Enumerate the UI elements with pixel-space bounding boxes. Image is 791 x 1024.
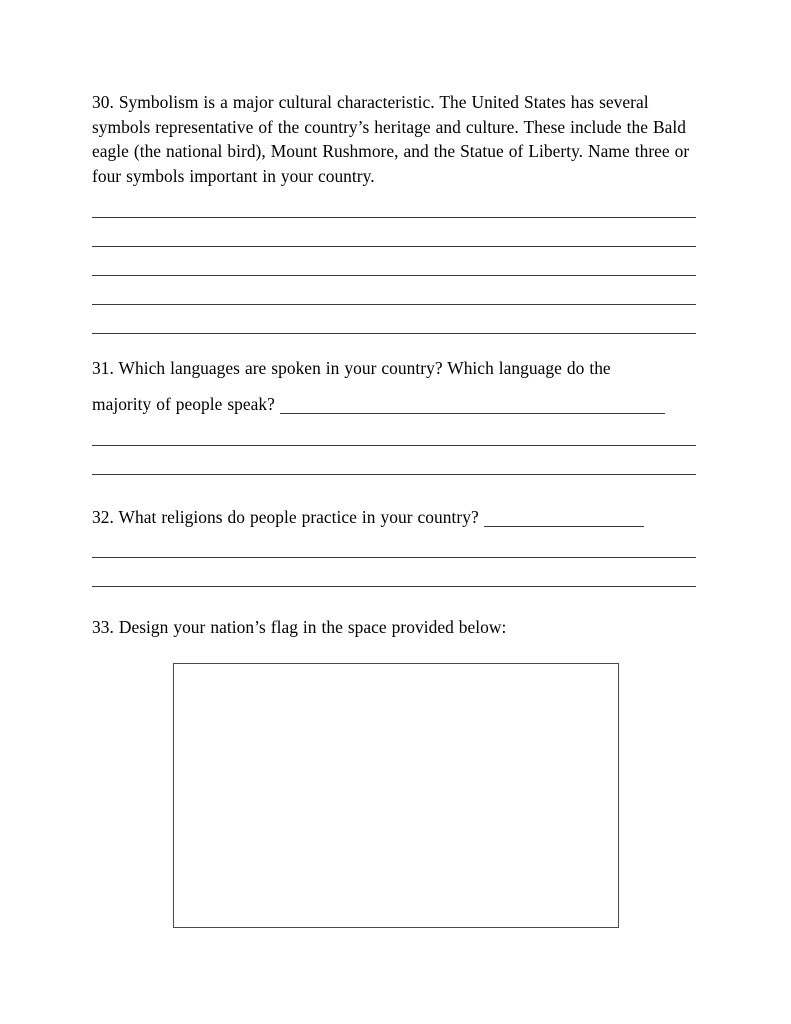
answer-line[interactable] <box>92 557 696 558</box>
answer-line[interactable] <box>92 246 696 247</box>
question-31-text-line-1: 31. Which languages are spoken in your country? Which language do the <box>92 358 611 379</box>
question-32-inline-blank[interactable] <box>484 511 644 526</box>
question-33-text: 33. Design your nation’s flag in the space provided below: <box>92 617 507 638</box>
question-31-text-line-2-label: majority of people speak? <box>92 393 275 414</box>
question-31-inline-blank[interactable] <box>280 399 665 414</box>
question-30-text: 30. Symbolism is a major cultural characteristic. The United States has several symbols representative of the country’s heritage and culture. These include the Bald eagle (the national bird), Mount Rushmore, and the Statue of Liberty. Name three or four symbols important in your country. <box>92 92 690 186</box>
question-30 <box>92 90 696 334</box>
question-32-text <box>92 505 696 530</box>
answer-line[interactable] <box>92 217 696 218</box>
question-31 <box>92 356 696 474</box>
answer-line[interactable] <box>92 304 696 305</box>
question-33 <box>92 615 696 928</box>
spacer <box>92 587 696 615</box>
worksheet-content <box>92 90 696 928</box>
answer-line[interactable] <box>92 275 696 276</box>
question-31-text-line-2 <box>92 392 696 417</box>
spacer <box>92 475 696 505</box>
question-30-answer-lines <box>92 217 696 334</box>
answer-line[interactable] <box>92 445 696 446</box>
spacer <box>92 334 696 356</box>
question-32-answer-lines <box>92 557 696 587</box>
question-31-answer-lines <box>92 445 696 475</box>
question-32-text-label: 32. What religions do people practice in your country? <box>92 506 479 527</box>
flag-drawing-area <box>92 663 696 928</box>
question-32 <box>92 505 696 588</box>
flag-design-box[interactable] <box>173 663 619 928</box>
